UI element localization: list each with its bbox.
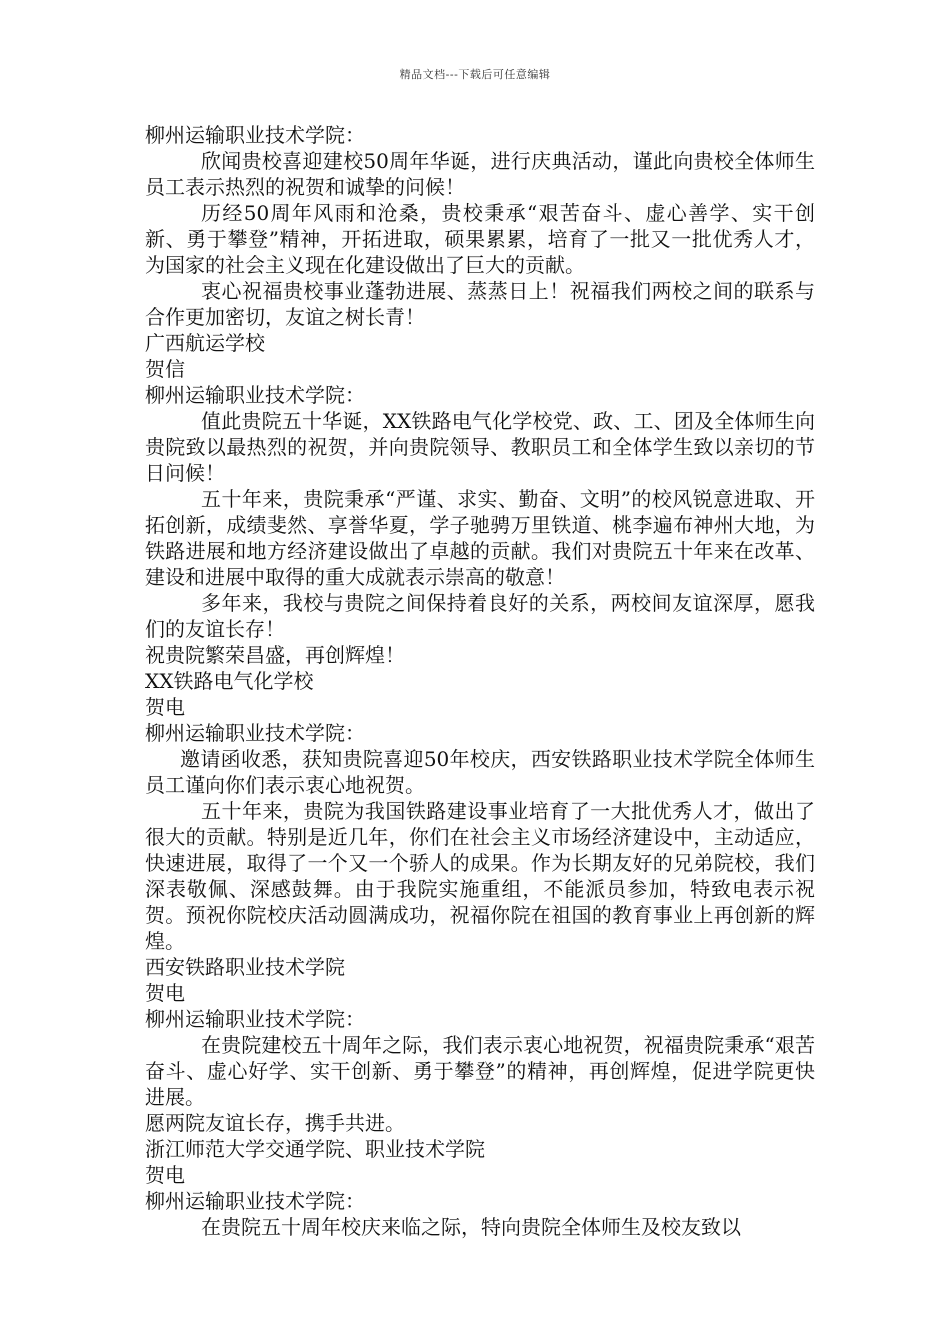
letter5-salutation: 柳州运输职业技术学院： <box>145 1189 365 1213</box>
letter5-title: 贺电 <box>145 1163 185 1187</box>
document-body <box>145 122 815 1240</box>
letter3-title: 贺电 <box>145 695 185 719</box>
letter2-salutation: 柳州运输职业技术学院： <box>145 383 365 407</box>
page-header: 精品文档---下载后可任意编辑 <box>399 68 551 81</box>
letter4-closing: 愿两院友谊长存，携手共进。 <box>145 1111 405 1135</box>
letter3-salutation: 柳州运输职业技术学院： <box>145 721 365 745</box>
letter1-paragraph-1: 欣闻贵校喜迎建校50周年华诞，进行庆典活动，谨此向贵校全体师生员工表示热烈的祝贺和诚挚的问候！ <box>145 149 815 199</box>
letter1-salutation: 柳州运输职业技术学院： <box>145 123 365 147</box>
letter1-paragraph-3: 衷心祝福贵校事业蓬勃进展、蒸蒸日上！祝福我们两校之间的联系与合作更加密切，友谊之树长青！ <box>145 279 815 329</box>
letter3-paragraph-2: 五十年来，贵院为我国铁路建设事业培育了一大批优秀人才，做出了很大的贡献。特别是近几年，你们在社会主义市场经济建设中，主动适应，快速进展，取得了一个又一个骄人的成果。作为长期友好的兄弟院校，我们深表敬佩、深感鼓舞。由于我院实施重组，不能派员参加，特致电表示祝贺。预祝你院校庆活动圆满成功，祝福你院在祖国的教育事业上再创新的辉煌。 <box>145 799 815 953</box>
letter2-closing: 祝贵院繁荣昌盛，再创辉煌！ <box>145 643 405 667</box>
letter4-title: 贺电 <box>145 981 185 1005</box>
letter4-paragraph-1: 在贵院建校五十周年之际，我们表示衷心地祝贺，祝福贵院秉承“艰苦奋斗、虚心好学、实干创新、勇于攀登”的精神，再创辉煌，促进学院更快进展。 <box>145 1033 815 1109</box>
letter4-signature: 浙江师范大学交通学院、职业技术学院 <box>145 1137 485 1161</box>
letter3-signature: 西安铁路职业技术学院 <box>145 955 345 979</box>
letter1-paragraph-2: 历经50周年风雨和沧桑，贵校秉承“艰苦奋斗、虚心善学、实干创新、勇于攀登”精神，开拓进取，硕果累累，培育了一批又一批优秀人才，为国家的社会主义现在化建设做出了巨大的贡献。 <box>145 201 815 277</box>
letter4-salutation: 柳州运输职业技术学院： <box>145 1007 365 1031</box>
letter2-paragraph-3: 多年来，我校与贵院之间保持着良好的关系，两校间友谊深厚，愿我们的友谊长存！ <box>145 591 815 641</box>
letter2-paragraph-1: 值此贵院五十华诞，XX铁路电气化学校党、政、工、团及全体师生向贵院致以最热烈的祝贺，并向贵院领导、教职员工和全体学生致以亲切的节日问候！ <box>145 409 815 485</box>
letter5-paragraph-1: 在贵院五十周年校庆来临之际，特向贵院全体师生及校友致以 <box>201 1215 741 1239</box>
letter2-paragraph-2: 五十年来，贵院秉承“严谨、求实、勤奋、文明”的校风锐意进取、开拓创新，成绩斐然、享誉华夏，学子驰骋万里铁道、桃李遍布神州大地，为铁路进展和地方经济建设做出了卓越的贡献。我们对贵院五十年来在改革、建设和进展中取得的重大成就表示崇高的敬意！ <box>145 487 815 589</box>
letter2-title: 贺信 <box>145 357 185 381</box>
letter1-signature: 广西航运学校 <box>145 331 265 355</box>
letter3-paragraph-1: 邀请函收悉，获知贵院喜迎50年校庆，西安铁路职业技术学院全体师生员工谨向你们表示衷心地祝贺。 <box>145 747 815 797</box>
letter2-signature: XX铁路电气化学校 <box>145 669 314 693</box>
